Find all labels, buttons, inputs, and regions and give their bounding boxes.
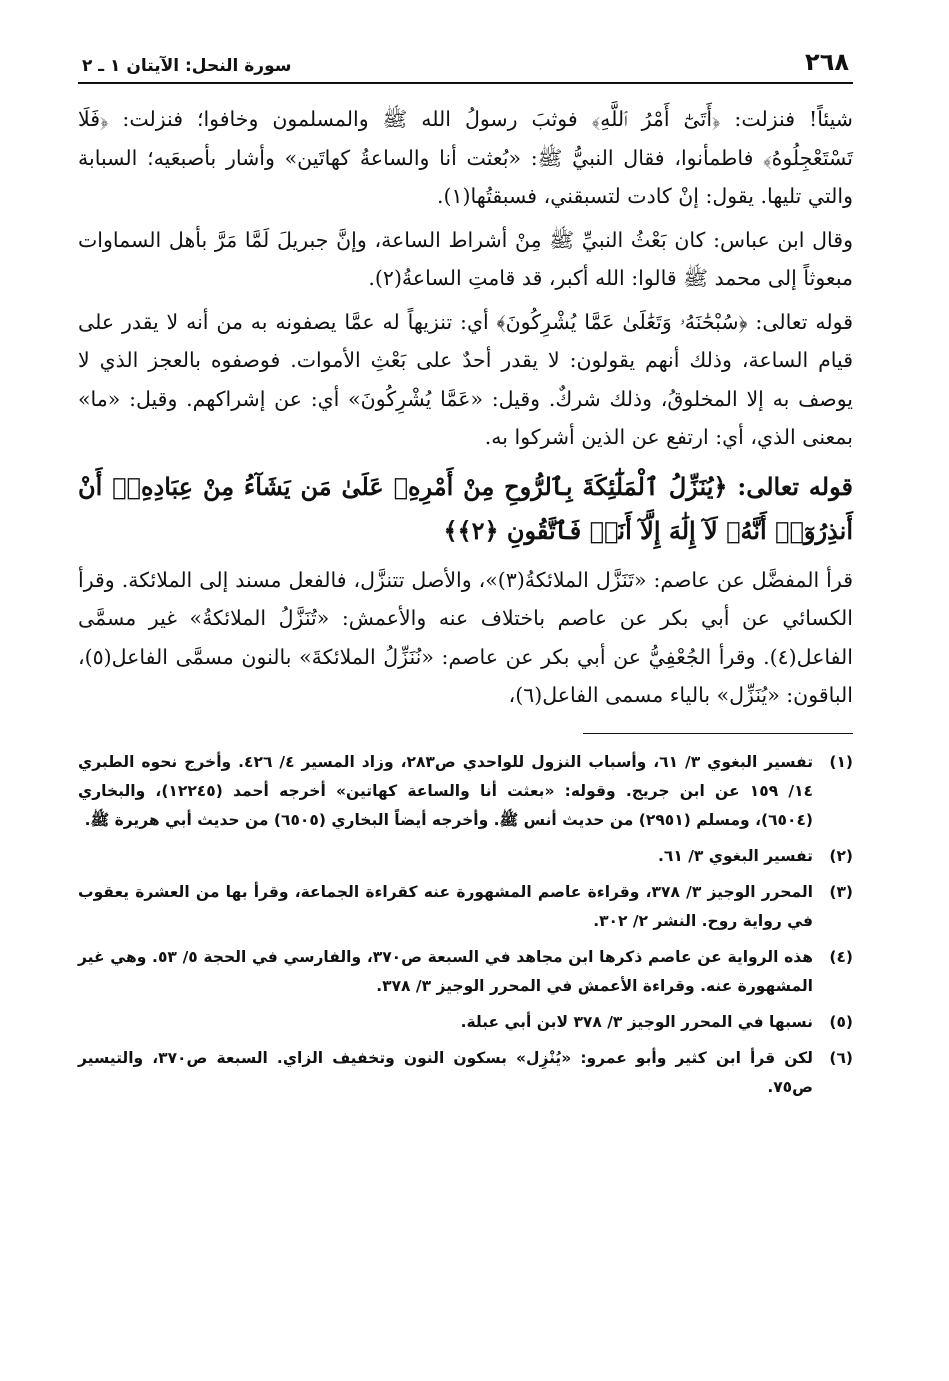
footnote bbox=[78, 842, 853, 871]
verse-heading: قوله تعالى: ﴿يُنَزِّلُ ٱلْمَلَٰٓئِكَةَ بِٱلرُّوحِ مِنْ أَمْرِهِۦ عَلَىٰ مَن يَشَآءُ مِنْ عِبَادِهِۦٓ أَنْ أَنذِرُوٓا۟ أَنَّهُۥ لَآ إِلَٰهَ إِلَّآ أَنَا۠ فَٱتَّقُونِ ﴿٢﴾﴾ bbox=[78, 471, 853, 545]
footnote-text: نسبها في المحرر الوجيز ٣/ ٣٧٨ لابن أبي عبلة. bbox=[460, 1012, 813, 1031]
footnote-text: هذه الرواية عن عاصم ذكرها ابن مجاهد في السبعة ص٣٧٠، والفارسي في الحجة ٥/ ٥٣. وهي غير المشهورة عنه. وقراءة الأعمش في المحرر الوجيز ٣/ ٣٧٨. bbox=[78, 947, 813, 995]
footnote-number: (٣) bbox=[829, 882, 853, 901]
footnote-number: (٦) bbox=[829, 1048, 853, 1067]
running-title: سورة النحل: الآيتان ١ ـ ٢ bbox=[82, 56, 292, 76]
footnote-number: (٥) bbox=[829, 1012, 853, 1031]
book-page bbox=[78, 48, 853, 1109]
paragraph-1: شيئاً! فنزلت: ﴿أَتَىٰٓ أَمْرُ ٱللَّهِ﴾ فوثبَ رسولُ الله ﷺ والمسلمون وخافوا؛ فنزلت: ﴿فَلَا تَسْتَعْجِلُوهُ﴾ فاطمأنوا، فقال النبيُّ ﷺ: «بُعثت أنا والساعةُ كهاتَين» وأشار بأصبعَيه؛ السبابة والتي تليها. يقول: إنْ كادت لتسبقني، فسبقتُها(١). bbox=[78, 107, 853, 208]
footnote-number: (١) bbox=[829, 752, 853, 771]
footnote-text: تفسير البغوي ٣/ ٦١، وأسباب النزول للواحدي ص٢٨٣، وزاد المسير ٤/ ٤٢٦. وأخرج نحوه الطبري ١٤/ ١٥٩ عن ابن جريج. وقوله: «بعثت أنا والساعة كهاتين» أخرجه أحمد (١٢٢٤٥)، والبخاري (٦٥٠٤)، ومسلم (٢٩٥١) من حديث أنس ﷺ. وأخرجه أيضاً البخاري (٦٥٠٥) من حديث أبي هريرة ﷺ. bbox=[78, 752, 814, 829]
footnote-number: (٢) bbox=[829, 846, 853, 865]
footnote bbox=[78, 748, 853, 835]
page-header bbox=[78, 48, 853, 84]
paragraph-3: قوله تعالى: ﴿سُبْحَٰنَهُۥ وَتَعَٰلَىٰ عَمَّا يُشْرِكُونَ﴾ أي: تنزيهاً له عمَّا يصفونه به من أنه لا يقدر على قيام الساعة، وذلك أنهم يقولون: لا يقدر أحدٌ على بَعْثِ الأموات. فوصفوه بالعجز الذي لا يوصف به إلا المخلوقُ، وذلك شركٌ. وقيل: «عَمَّا يُشْرِكُونَ» أي: عن إشراكهم. وقيل: «ما» بمعنى الذي، أي: ارتفع عن الذين أشركوا به. bbox=[78, 309, 853, 449]
page-number: ٢٦٨ bbox=[805, 48, 849, 76]
footnote-text: لكن قرأ ابن كثير وأبو عمرو: «يُنْزِل» بسكون النون وتخفيف الزاي. السبعة ص٣٧٠، والتيسير ص٧٥. bbox=[78, 1048, 813, 1096]
footnote bbox=[78, 1044, 853, 1102]
footnote bbox=[78, 943, 853, 1001]
footnote-text: المحرر الوجيز ٣/ ٣٧٨، وقراءة عاصم المشهورة عنه كقراءة الجماعة، وقرأ بها من العشرة يعقوب في رواية روح. النشر ٢/ ٣٠٢. bbox=[78, 882, 813, 930]
footnote bbox=[78, 878, 853, 936]
footnote bbox=[78, 1008, 853, 1037]
footnote-number: (٤) bbox=[829, 947, 853, 966]
paragraph-2: وقال ابن عباس: كان بَعْثُ النبيِّ ﷺ مِنْ أشراط الساعة، وإنَّ جبريلَ لَمَّا مَرَّ بأهل السماوات مبعوثاً إلى محمد ﷺ قالوا: الله أكبر، قد قامتِ الساعةُ(٢). bbox=[78, 227, 853, 290]
paragraph-4: قرأ المفضَّل عن عاصم: «تَنَزَّل الملائكةُ(٣)»، والأصل تتنزَّل، فالفعل مسند إلى الملائكة. وقرأ الكسائي عن أبي بكر عن عاصم باختلاف عنه والأعمش: «تُنَزَّلُ الملائكةُ» غير مسمَّى الفاعل(٤). وقرأ الجُعْفِيُّ عن أبي بكر عن عاصم: «نُنَزِّلُ الملائكةَ» بالنون مسمَّى الفاعل(٥)، الباقون: «يُنَزِّل» بالياء مسمى الفاعل(٦)، bbox=[78, 567, 853, 707]
main-text bbox=[78, 100, 853, 715]
footnote-text: تفسير البغوي ٣/ ٦١. bbox=[658, 846, 813, 865]
footnote-divider bbox=[583, 733, 853, 734]
footnotes bbox=[78, 748, 853, 1102]
